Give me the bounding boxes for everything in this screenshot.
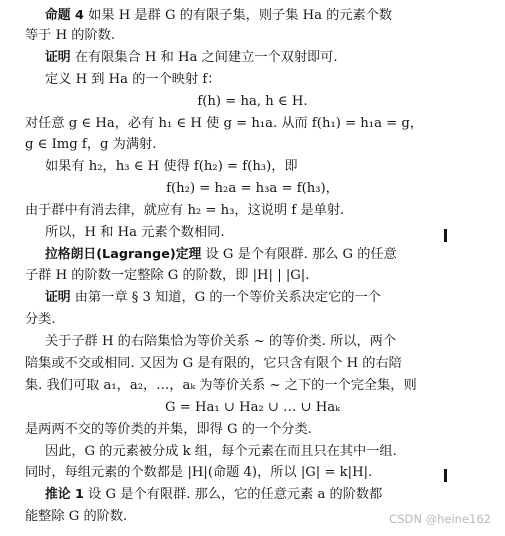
qed-mark-2 bbox=[444, 469, 447, 482]
proof-1-line-2: 定义 H 到 Ha 的一个映射 f： bbox=[45, 72, 221, 87]
corollary-1-label: 推论 1 bbox=[45, 487, 84, 502]
proof-1-line-5: 如果有 h₂，h₃ ∈ H 使得 f(h₂) = f(h₃)，即 bbox=[45, 159, 298, 174]
proof-2-line-7: 因此，G 的元素被分成 k 组，每个元素在而且只在其中一组. bbox=[45, 444, 397, 459]
proof-2-line-8: 同时，每组元素的个数都是 |H|(命题 4)，所以 |G| = k|H|. bbox=[25, 465, 373, 480]
proposition-4-line-1: 命题 4 如果 H 是群 G 的有限子集，则子集 Ha 的元素个数 bbox=[45, 8, 393, 23]
formula-coset-union: G = Ha₁ ∪ Ha₂ ∪ … ∪ Haₖ bbox=[165, 400, 340, 415]
proof-2-line-2: 分类. bbox=[25, 312, 56, 327]
proof-2-line-1: 证明 由第一章 § 3 知道，G 的一个等价关系决定它的一个 bbox=[45, 290, 381, 305]
lagrange-line-1: 拉格朗日(Lagrange)定理 设 G 是个有限群. 那么 G 的任意 bbox=[45, 247, 397, 262]
proof-2-line-4: 陪集或不交或相同. 又因为 G 是有限的，它只含有限个 H 的右陪 bbox=[25, 356, 402, 371]
proof-label-2: 证明 bbox=[45, 290, 71, 305]
corollary-1-line-2: 能整除 G 的阶数. bbox=[25, 509, 128, 524]
proof-label: 证明 bbox=[45, 50, 71, 65]
csdn-watermark: CSDN @heine162 bbox=[389, 512, 491, 526]
proof-1-line-7: 所以，H 和 Ha 元素个数相同. bbox=[45, 225, 225, 240]
formula-injective: f(h₂) = h₂a = h₃a = f(h₃)， bbox=[166, 181, 339, 196]
proof-2-line-3: 关于子群 H 的右陪集恰为等价关系 ~ 的等价类. 所以，两个 bbox=[45, 334, 397, 349]
qed-mark-1 bbox=[444, 229, 447, 242]
proposition-4-label: 命题 4 bbox=[45, 8, 84, 23]
proof-2-line-5: 集. 我们可取 a₁，a₂，…，aₖ 为等价关系 ~ 之下的一个完全集，则 bbox=[25, 378, 417, 393]
formula-map: f(h) = ha, h ∈ H. bbox=[197, 94, 308, 109]
proof-1-line-3: 对任意 g ∈ Ha，必有 h₁ ∈ H 使 g = h₁a. 从而 f(h₁) = h₁a = g， bbox=[25, 116, 424, 131]
proposition-4-line-2: 等于 H 的阶数. bbox=[25, 28, 116, 43]
proof-1-line-1: 证明 在有限集合 H 和 Ha 之间建立一个双射即可. bbox=[45, 50, 338, 65]
proof-2-line-6: 是两两不交的等价类的并集，即得 G 的一个分类. bbox=[25, 422, 312, 437]
proof-1-line-6: 由于群中有消去律，就应有 h₂ = h₃，这说明 f 是单射. bbox=[25, 203, 345, 218]
lagrange-theorem-label: 拉格朗日(Lagrange)定理 bbox=[45, 247, 202, 262]
lagrange-line-2: 子群 H 的阶数一定整除 G 的阶数，即 |H| | |G|. bbox=[25, 268, 310, 283]
corollary-1-line-1: 推论 1 设 G 是个有限群. 那么，它的任意元素 a 的阶数都 bbox=[45, 487, 383, 502]
proof-1-line-4: g ∈ Img f，g 为满射. bbox=[25, 137, 157, 152]
